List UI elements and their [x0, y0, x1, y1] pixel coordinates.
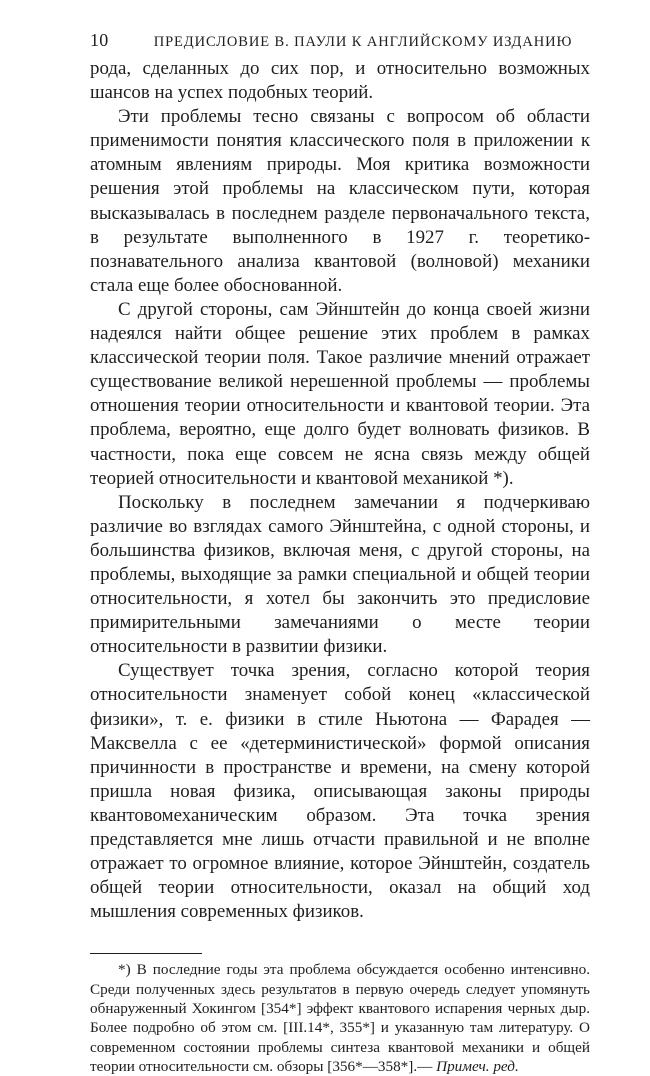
book-page	[90, 30, 590, 1076]
paragraph: рода, сделанных до сих пор, и относительно возможных шансов на успех подобных теорий.	[90, 58, 590, 104]
body-text	[90, 57, 590, 924]
paragraph: С другой стороны, сам Эйнштейн до конца своей жизни надеялся найти общее решение этих проблем в рамках классической теории поля. Такое различие мнений отражает существование великой нерешенной проблемы — проблемы отношения теории относительности и квантовой теории. Эта проблема, вероятно, еще долго будет волновать физиков. В частности, пока еще совсем не ясна связь между общей теорией относительности и квантовой механикой *).	[90, 298, 590, 489]
footnote	[90, 960, 590, 1076]
running-title: ПРЕДИСЛОВИЕ В. ПАУЛИ К АНГЛИЙСКОМУ ИЗДАНИЮ	[153, 34, 573, 50]
footnote-text: *) В последние годы эта проблема обсуждается особенно интенсивно. Среди полученных здесь результатов в первую очередь следует упомянуть обнаруженный Хокингом [354*] эффект квантового испарения черных дыр. Более подробно об этом см. [III.14*, 355*] и указанную там литературу. О современном состоянии проблемы синтеза квантовой механики и общей теории относительности см. обзоры [356*—358*].—	[90, 961, 590, 1075]
paragraph: Эти проблемы тесно связаны с вопросом об области применимости понятия классического поля в приложении к атомным явлениям природы. Моя критика возможности решения этой проблемы на классическом пути, которая высказывалась в последнем разделе первоначального текста, в результате выполненного в 1927 г. теоретико-познавательного анализа квантовой (волновой) механики стала еще более обоснованной.	[90, 106, 590, 296]
editor-note: Примеч. ред.	[436, 1057, 519, 1075]
paragraph: Поскольку в последнем замечании я подчеркиваю различие во взглядах самого Эйнштейна, с одной стороны, и большинства физиков, включая меня, с другой стороны, на проблемы, выходящие за рамки специальной и общей теории относительности, я хотел бы закончить это предисловие примирительными замечаниями о месте теории относительности в развитии физики.	[90, 491, 590, 658]
page-number: 10	[90, 30, 109, 50]
page-header	[90, 30, 590, 51]
paragraph: Существует точка зрения, согласно которой теория относительности знаменует собой конец «классической физики», т. е. физики в стиле Ньютона — Фарадея — Максвелла с ее «детерминистической» формой описания причинности в пространстве и времени, на смену которой пришла новая физика, описывающая законы природы квантовомеханическим образом. Эта точка зрения представляется мне лишь отчасти правильной и не вполне отражает то огромное влияние, которое Эйнштейн, создатель общей теории относительности, оказал на общий ход мышления современных физиков.	[90, 660, 590, 923]
footnote-divider	[90, 953, 202, 954]
